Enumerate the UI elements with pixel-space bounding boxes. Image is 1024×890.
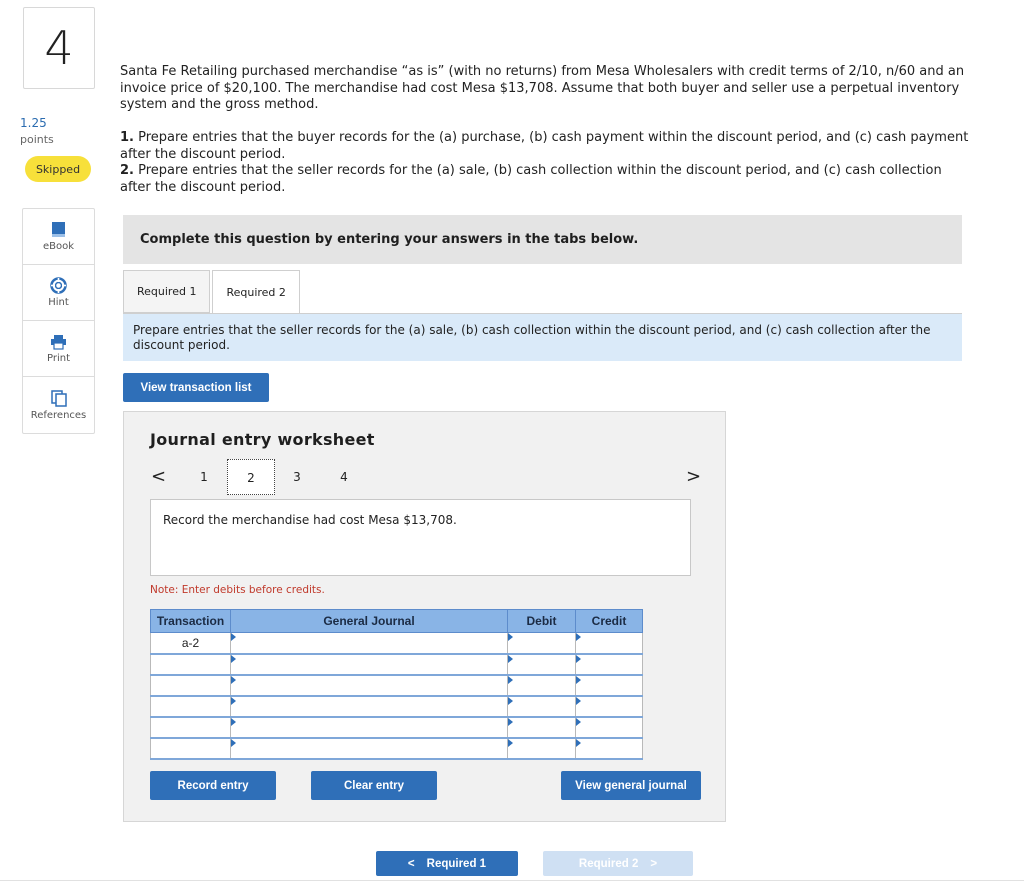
- prev-page-arrow[interactable]: <: [151, 466, 167, 487]
- debit-cell[interactable]: [508, 696, 576, 717]
- col-transaction: Transaction: [151, 610, 231, 633]
- tab-required-2[interactable]: Required 2: [212, 270, 299, 314]
- dropdown-marker-icon: [508, 697, 513, 705]
- dropdown-marker-icon: [231, 676, 236, 684]
- lifebuoy-icon: [50, 277, 67, 294]
- general-journal-cell[interactable]: [231, 696, 508, 717]
- prev-required-button[interactable]: [376, 851, 518, 876]
- requirement-tabs: [123, 270, 302, 314]
- next-required-button[interactable]: [543, 851, 693, 876]
- next-page-arrow[interactable]: >: [686, 466, 702, 487]
- requirement-1-text: Prepare entries that the buyer records for the (a) purchase, (b) cash payment within the discount period, and (c) cash payment after the discount period.: [120, 130, 969, 162]
- chevron-right-icon: >: [650, 857, 658, 870]
- journal-table-header: [151, 610, 643, 633]
- table-row: [151, 675, 643, 696]
- general-journal-cell[interactable]: [231, 675, 508, 696]
- copy-icon: [51, 390, 67, 407]
- tools-panel: [22, 208, 95, 434]
- hint-label: Hint: [48, 297, 69, 308]
- worksheet-title: Journal entry worksheet: [150, 430, 375, 449]
- requirement-2-text: Prepare entries that the seller records for the (a) sale, (b) cash collection within the discount period, and (c) cash collection after the discount period.: [120, 163, 942, 195]
- dropdown-marker-icon: [231, 718, 236, 726]
- record-entry-button[interactable]: Record entry: [150, 771, 276, 800]
- question-number: 4: [23, 7, 95, 89]
- debit-cell[interactable]: [508, 633, 576, 654]
- debit-cell[interactable]: [508, 738, 576, 759]
- page-3[interactable]: 3: [293, 470, 301, 484]
- table-row: [151, 696, 643, 717]
- col-credit: Credit: [576, 610, 643, 633]
- debit-cell[interactable]: [508, 717, 576, 738]
- dropdown-marker-icon: [576, 655, 581, 663]
- transaction-cell[interactable]: a-2: [151, 633, 231, 654]
- entry-note: Note: Enter debits before credits.: [150, 584, 325, 596]
- credit-cell[interactable]: [576, 654, 643, 675]
- hint-button[interactable]: [23, 265, 94, 321]
- view-transaction-list-button[interactable]: View transaction list: [123, 373, 269, 402]
- table-row: [151, 633, 643, 654]
- requirement-1-number: 1.: [120, 130, 134, 145]
- dropdown-marker-icon: [231, 633, 236, 641]
- dropdown-marker-icon: [231, 739, 236, 747]
- page-4[interactable]: 4: [340, 470, 348, 484]
- dropdown-marker-icon: [231, 655, 236, 663]
- page-2[interactable]: 2: [227, 459, 275, 495]
- credit-cell[interactable]: [576, 717, 643, 738]
- problem-statement: [120, 64, 970, 114]
- dropdown-marker-icon: [508, 676, 513, 684]
- dropdown-marker-icon: [508, 739, 513, 747]
- dropdown-marker-icon: [508, 655, 513, 663]
- general-journal-cell[interactable]: [231, 654, 508, 675]
- dropdown-marker-icon: [576, 718, 581, 726]
- ebook-label: eBook: [42, 241, 75, 252]
- dropdown-marker-icon: [576, 676, 581, 684]
- points-label: points: [20, 133, 54, 146]
- view-general-journal-button[interactable]: View general journal: [561, 771, 701, 800]
- general-journal-cell[interactable]: [231, 738, 508, 759]
- status-badge: Skipped: [25, 156, 91, 182]
- print-button[interactable]: [23, 321, 94, 377]
- general-journal-cell[interactable]: [231, 717, 508, 738]
- transaction-cell[interactable]: [151, 675, 231, 696]
- credit-cell[interactable]: [576, 696, 643, 717]
- requirement-1: [120, 130, 970, 163]
- requirements: [120, 130, 970, 196]
- col-general-journal: General Journal: [231, 610, 508, 633]
- references-button[interactable]: [23, 377, 94, 433]
- clear-entry-button[interactable]: Clear entry: [311, 771, 437, 800]
- debit-cell[interactable]: [508, 675, 576, 696]
- ebook-button[interactable]: [23, 209, 94, 265]
- problem-text: Santa Fe Retailing purchased merchandise “as is” (with no returns) from Mesa Wholesalers with credit terms of 2/10, n/60 and an invoice price of $20,100. The merchandise had cost Mesa $13,708. Assume that both buyer and seller use a perpetual inventory system and the gross method.: [120, 64, 965, 112]
- references-label: References: [30, 409, 87, 421]
- dropdown-marker-icon: [576, 697, 581, 705]
- transaction-cell[interactable]: [151, 654, 231, 675]
- credit-cell[interactable]: [576, 633, 643, 654]
- chevron-left-icon: <: [407, 857, 415, 870]
- next-required-label: Required 2: [578, 857, 639, 870]
- dropdown-marker-icon: [508, 633, 513, 641]
- dropdown-marker-icon: [508, 718, 513, 726]
- requirement-2: [120, 163, 970, 196]
- tab-instruction: Prepare entries that the seller records for the (a) sale, (b) cash collection within the discount period, and (c) cash collection after the discount period.: [123, 314, 962, 361]
- page-1[interactable]: 1: [200, 470, 208, 484]
- general-journal-cell[interactable]: [231, 633, 508, 654]
- prev-required-label: Required 1: [426, 857, 487, 870]
- book-icon: [51, 221, 67, 238]
- tab-required-1[interactable]: Required 1: [123, 270, 210, 313]
- print-label: Print: [46, 352, 70, 364]
- table-row: [151, 654, 643, 675]
- entry-description: Record the merchandise had cost Mesa $13,708.: [150, 499, 691, 576]
- col-debit: Debit: [508, 610, 576, 633]
- points-value: 1.25: [20, 116, 47, 130]
- requirement-2-number: 2.: [120, 163, 134, 178]
- dropdown-marker-icon: [231, 697, 236, 705]
- debit-cell[interactable]: [508, 654, 576, 675]
- dropdown-marker-icon: [576, 633, 581, 641]
- dropdown-marker-icon: [576, 739, 581, 747]
- table-row: [151, 738, 643, 759]
- worksheet-pager: [124, 467, 725, 491]
- transaction-cell[interactable]: [151, 696, 231, 717]
- printer-icon: [50, 334, 67, 350]
- transaction-cell[interactable]: [151, 738, 231, 759]
- journal-entry-worksheet: [123, 411, 726, 822]
- credit-cell[interactable]: [576, 738, 643, 759]
- page-bottom-divider: [0, 880, 1024, 881]
- transaction-cell[interactable]: [151, 717, 231, 738]
- instructions-banner: Complete this question by entering your answers in the tabs below.: [123, 215, 962, 264]
- journal-table: [150, 609, 643, 760]
- credit-cell[interactable]: [576, 675, 643, 696]
- table-row: [151, 717, 643, 738]
